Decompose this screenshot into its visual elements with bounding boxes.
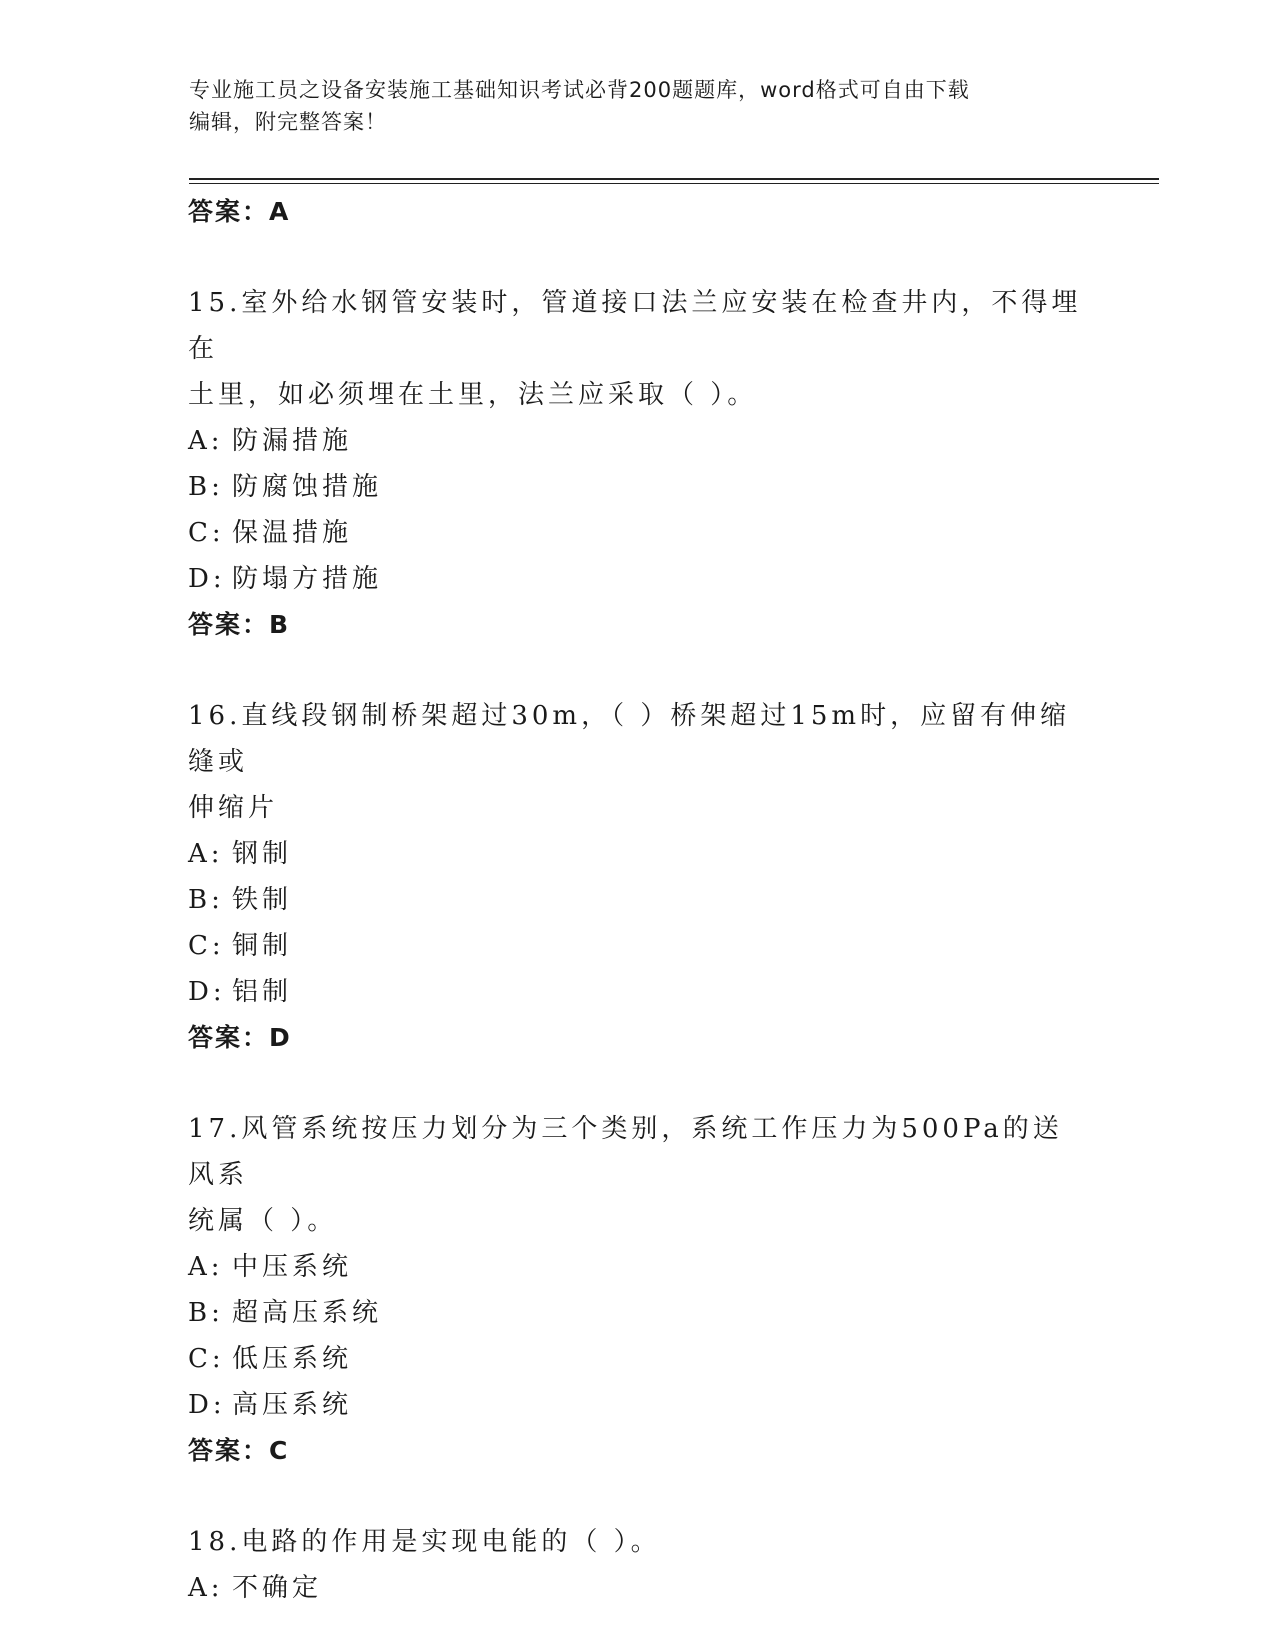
answer-line: 答案：B: [188, 610, 291, 639]
option-d: [188, 556, 1088, 602]
option-text: 超高压系统: [232, 1298, 383, 1328]
document-body: [188, 189, 1088, 1611]
question-16: [188, 693, 1088, 1061]
option-text: 不确定: [232, 1573, 323, 1603]
option-letter: A:: [188, 1252, 224, 1282]
question-stem: [188, 280, 1088, 418]
question-stem: [188, 1519, 1088, 1565]
question-stem-line: 16.直线段钢制桥架超过30m，（ ）桥架超过15m时，应留有伸缩缝或: [188, 701, 1071, 777]
question-stem-line: 18.电路的作用是实现电能的（ ）。: [188, 1527, 661, 1557]
question-stem-line: 15.室外给水钢管安装时，管道接口法兰应安装在检查井内，不得埋在: [188, 288, 1082, 364]
option-d: [188, 969, 1088, 1015]
option-letter: A:: [188, 426, 224, 456]
option-text: 中压系统: [232, 1252, 353, 1282]
question-stem-line: 土里，如必须埋在土里，法兰应采取（ ）。: [188, 380, 758, 410]
option-c: [188, 923, 1088, 969]
previous-answer: 答案：A: [188, 197, 291, 226]
option-letter: C:: [188, 518, 225, 548]
header-divider-thick: [189, 178, 1159, 180]
option-letter: B:: [188, 885, 224, 915]
question-stem-line: 伸缩片: [188, 793, 279, 823]
header-line-2: 编辑，附完整答案！: [189, 110, 387, 134]
header-line-1: 专业施工员之设备安装施工基础知识考试必背200题题库，word格式可自由下载: [189, 78, 970, 102]
option-letter: B:: [188, 472, 224, 502]
question-17: [188, 1106, 1088, 1474]
question-stem: [188, 693, 1088, 831]
document-header: [189, 74, 1089, 138]
option-text: 防塌方措施: [232, 564, 383, 594]
option-text: 防腐蚀措施: [232, 472, 383, 502]
question-15: [188, 280, 1088, 648]
question-18: [188, 1519, 1088, 1611]
option-text: 高压系统: [232, 1390, 353, 1420]
option-letter: D:: [188, 977, 226, 1007]
option-letter: A:: [188, 1573, 224, 1603]
answer-line: 答案：D: [188, 1023, 292, 1052]
option-b: [188, 464, 1088, 510]
option-d: [188, 1382, 1088, 1428]
option-b: [188, 877, 1088, 923]
question-stem: [188, 1106, 1088, 1244]
option-text: 防漏措施: [232, 426, 353, 456]
option-letter: D:: [188, 564, 226, 594]
option-letter: A:: [188, 839, 224, 869]
option-a: [188, 1565, 1088, 1611]
header-divider-thin: [189, 183, 1159, 184]
answer-line: 答案：C: [188, 1436, 290, 1465]
option-text: 铜制: [232, 931, 293, 961]
option-text: 低压系统: [232, 1344, 353, 1374]
option-letter: C:: [188, 1344, 225, 1374]
option-c: [188, 1336, 1088, 1382]
question-stem-line: 17.风管系统按压力划分为三个类别，系统工作压力为500Pa的送风系: [188, 1114, 1063, 1190]
option-text: 铁制: [232, 885, 293, 915]
option-text: 保温措施: [232, 518, 353, 548]
option-text: 钢制: [232, 839, 293, 869]
option-letter: D:: [188, 1390, 226, 1420]
option-text: 铝制: [232, 977, 293, 1007]
option-a: [188, 418, 1088, 464]
option-a: [188, 1244, 1088, 1290]
option-letter: C:: [188, 931, 225, 961]
option-letter: B:: [188, 1298, 224, 1328]
option-b: [188, 1290, 1088, 1336]
option-c: [188, 510, 1088, 556]
question-stem-line: 统属（ ）。: [188, 1206, 338, 1236]
option-a: [188, 831, 1088, 877]
